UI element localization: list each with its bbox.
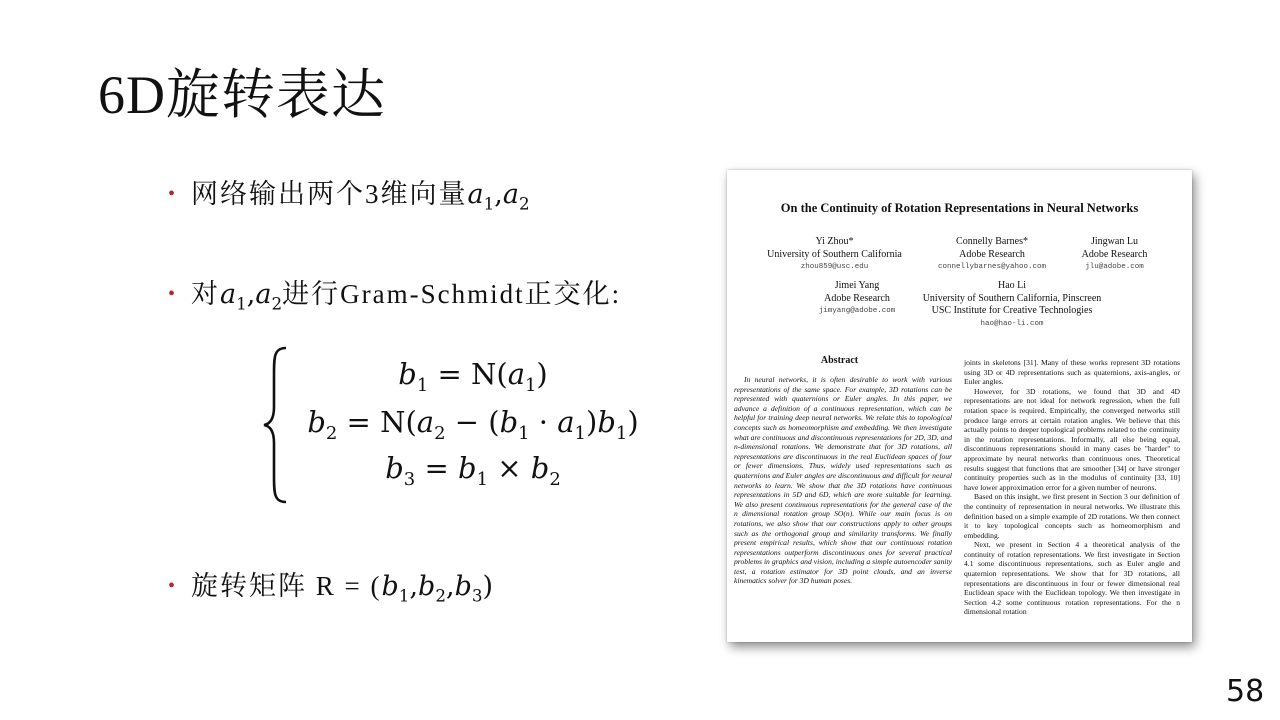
slide-title: 6D旋转表达 — [98, 65, 386, 125]
abstract-text: In neural networks, it is often desirable to work with various representations of the same space. For example, 3D rotations can be represented with quaternions or Euler angles. In this paper, we advance a definition of a continuous representation, which can be helpful for training deep neural networks. We relate this to topological concepts such as homeomorphism and embedding. We then investigate what are continuous and discontinuous representations for 2D, 3D, and n-dimensional rotations. We demonstrate that for 3D rotations, all representations are discontinuous in the real Euclidean spaces of four or fewer dimensions. Thus, widely used representations such as quaternions and Euler angles are discontinuous and difficult for neural networks to learn. We show that the 3D rotations have continuous representations in 5D and 6D, which are more suitable for learning. We also present continuous representations for the general case of the n dimensional rotation group SO(n). While our main focus is on rotations, we also show that our constructions apply to other groups such as the orthogonal group and similarity transforms. We finally present empirical results, which show that our continuous rotation representations outperform discontinuous ones for several practical problems in graphics and vision, including a simple autoencoder sanity test, a rotation estimator for 3D point clouds, and an inverse kinematics solver for 3D human poses. — [734, 375, 952, 586]
math-separator: , — [494, 179, 503, 210]
bullet-gram-schmidt — [168, 272, 621, 313]
intro-paragraph: Based on this insight, we first present in Section 3 our definition of the continuity of representation in neural networks. We illustrate this definition based on a simple example of 2D rotations. We then connect it to key topological concepts such as homeomorphism and embedding. — [964, 492, 1180, 540]
author-jingwan-lu: Jingwan Lu Adobe Research jlu@adobe.com — [1081, 236, 1148, 271]
intro-paragraph: Next, we present in Section 4 a theoretical analysis of the continuity of rotation representations. We first investigate in Section 4.1 some discontinuous representations, such as Euler angle and quaternion representations. We show that for 3D rotations, all representations are discontinuous in four or fewer dimensional real Euclidean space with the Euclidean topology. We then investigate in Section 4.2 some continuous rotation representations. For the n dimensional rotation — [964, 540, 1180, 617]
bullet-text: 旋转矩阵 R = ( — [191, 571, 382, 601]
math-b2: $b_2$ — [418, 571, 446, 606]
abstract-heading: Abstract — [820, 355, 859, 366]
math-b1: $b_1$ — [381, 571, 410, 606]
math-b3: $b_3$ — [454, 571, 483, 606]
bullet-dot-icon: • — [168, 575, 178, 597]
bullet-dot-icon: • — [168, 283, 178, 305]
author-yi-zhou: Yi Zhou* University of Southern California zhou859@usc.edu — [767, 236, 902, 271]
page-number: 58 — [1226, 674, 1265, 709]
bullet-text: 网络输出两个3维向量 — [191, 179, 468, 209]
intro-paragraph: However, for 3D rotations, we found that 3D and 4D representations are not ideal for network regression, when the full rotation space is required. Empirically, the converged networks still produce large errors at certain rotation angles. We believe that this actually points to deeper topological problems related to the continuity in the rotation representations. Informally, all else being equal, discontinuous representations should in many cases be "harder" to approximate by neural networks than continuous ones. Theoretical results suggest that functions that are smoother [34] or have stronger continuity properties such as in the modulus of continuity [33, 10] have lower approximation error for a given number of neurons. — [964, 386, 1180, 492]
equation-system — [262, 345, 662, 505]
paper-screenshot — [727, 170, 1192, 642]
author-jimei-yang: Jimei Yang Adobe Research jimyang@adobe.com — [818, 280, 896, 315]
bullet-network-output — [168, 172, 530, 213]
intro-column — [964, 358, 1180, 617]
equation-b2: $b_2 = N(a_2 - (b_1 \cdot a_1)b_1)$ — [307, 405, 639, 444]
math-a1: $a_1$ — [467, 179, 495, 214]
author-connelly-barnes: Connelly Barnes* Adobe Research connellybarnes@yahoo.com — [937, 236, 1047, 271]
math-a2: $a_2$ — [502, 179, 530, 214]
math-a2: $a_2$ — [255, 279, 283, 314]
math-separator: , — [246, 279, 256, 310]
bullet-post: 进行Gram-Schmidt正交化: — [282, 279, 622, 309]
bullet-rotation-matrix: • 旋转矩阵 R = ( $b_1$ , $b_2$ , $b_3$ ) — [168, 564, 493, 605]
intro-paragraph: joints in skeletons [31]. Many of these works represent 3D rotations using 3D or 4D representations such as quaternions, axis-angles, or Euler angles. — [964, 358, 1180, 387]
paper-title: On the Continuity of Rotation Representations in Neural Networks — [780, 201, 1139, 215]
bullet-pre: 对 — [191, 279, 221, 309]
equation-b3: $b_3 = b_1 \times b_2$ — [385, 451, 561, 490]
bullet-dot-icon: • — [168, 183, 178, 205]
author-hao-li: Hao Li University of Southern California, Pinscreen USC Institute for Creative Technologies hao@hao-li.com — [922, 280, 1102, 328]
left-brace-icon — [262, 345, 288, 505]
equation-b1: $b_1 = N(a_1)$ — [398, 357, 548, 396]
abstract-column — [734, 375, 952, 586]
math-a1: $a_1$ — [220, 279, 247, 314]
